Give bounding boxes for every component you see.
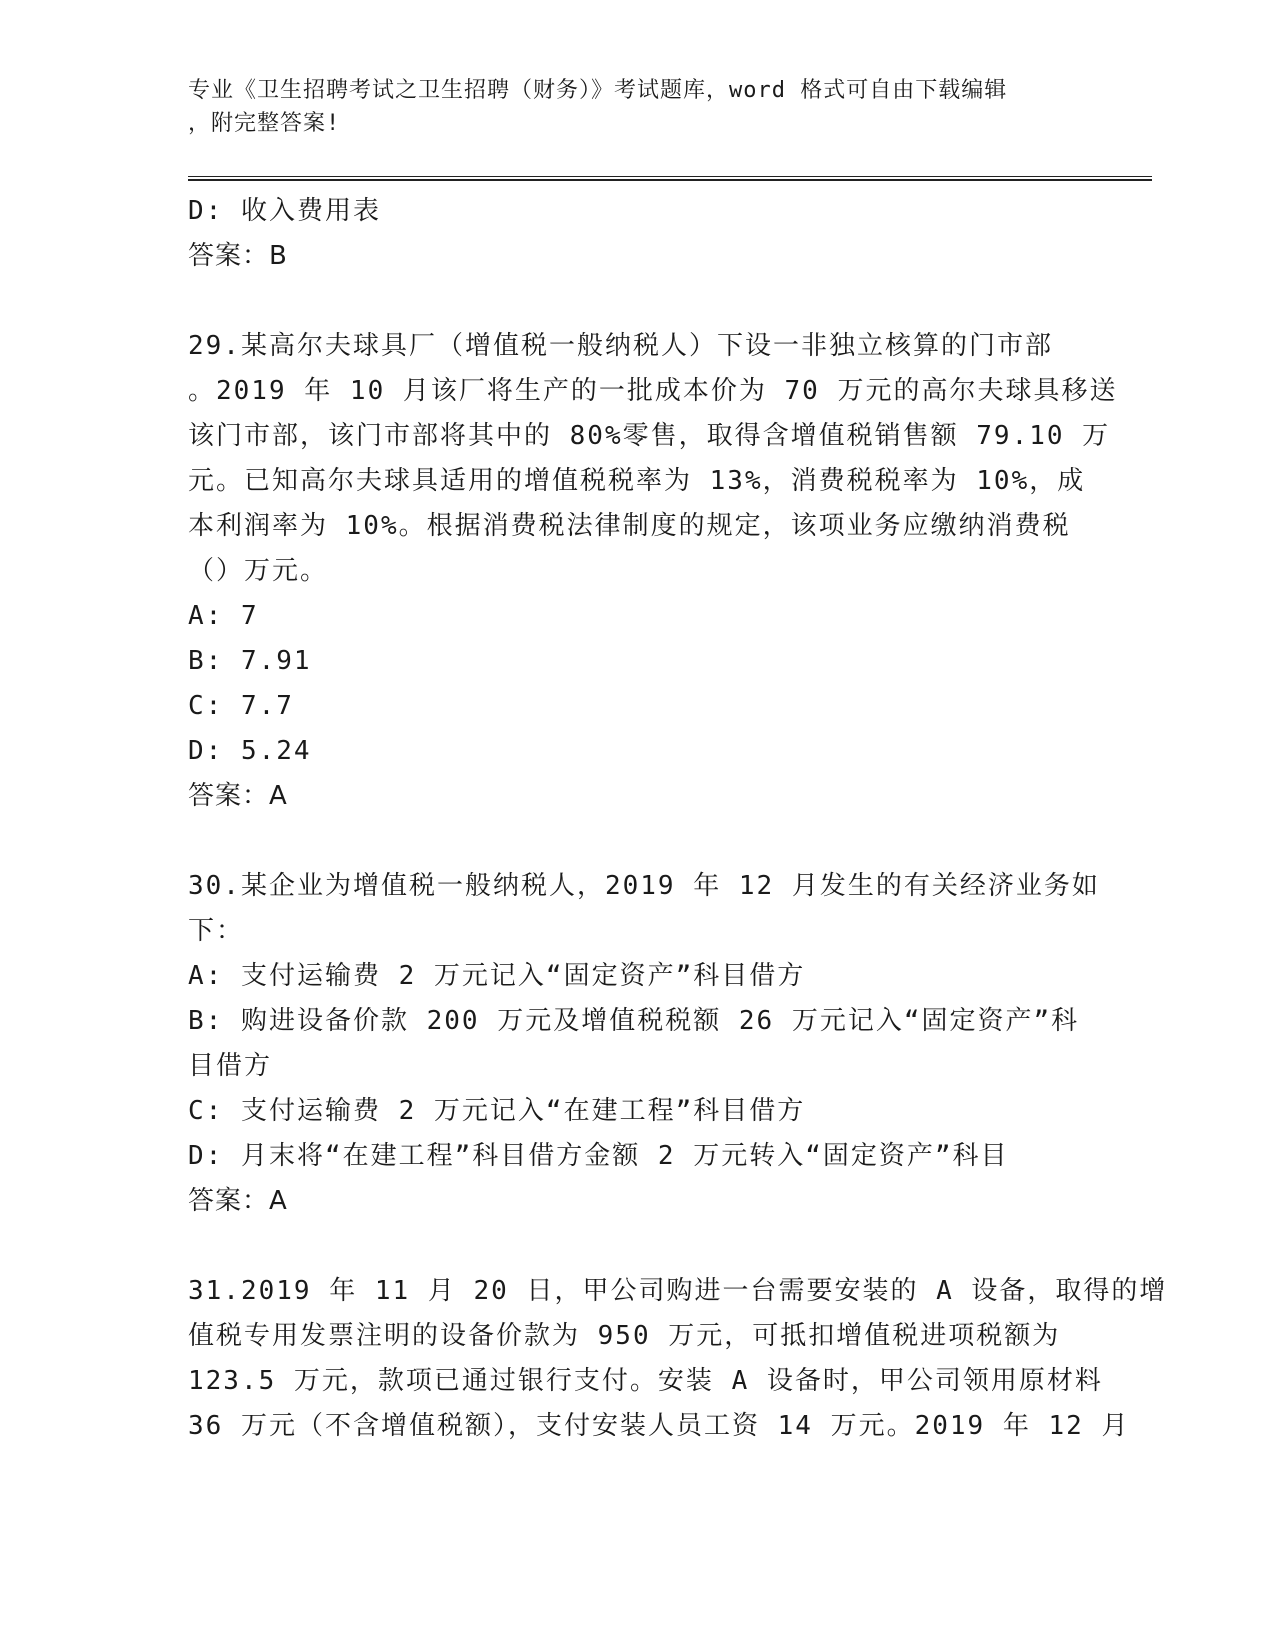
question-text-line: 该门市部，该门市部将其中的 80%零售，取得含增值税销售额 79.10 万 bbox=[188, 421, 1111, 451]
question-text-line: 29.某高尔夫球具厂（增值税一般纳税人）下设一非独立核算的门市部 bbox=[188, 331, 1053, 361]
answer: 答案：A bbox=[188, 1186, 288, 1216]
option-b-continued: 目借方 bbox=[188, 1051, 273, 1081]
spacer bbox=[188, 279, 1068, 324]
option-c: C: 支付运输费 2 万元记入“在建工程”科目借方 bbox=[188, 1096, 806, 1126]
question-text-line: 36 万元（不含增值税额），支付安装人员工资 14 万元。2019 年 12 月 bbox=[188, 1411, 1130, 1441]
question-text-line: 31.2019 年 11 月 20 日，甲公司购进一台需要安装的 A 设备，取得的增 bbox=[188, 1276, 1168, 1306]
answer: 答案：B bbox=[188, 241, 288, 271]
option-b: B: 7.91 bbox=[188, 646, 312, 676]
header-line-1: 专业《卫生招聘考试之卫生招聘（财务）》考试题库，word 格式可自由下载编辑 bbox=[188, 78, 1008, 103]
question-text-line: 元。已知高尔夫球具适用的增值税税率为 13%，消费税税率为 10%，成 bbox=[188, 466, 1086, 496]
question-text-line: 123.5 万元，款项已通过银行支付。安装 A 设备时，甲公司领用原材料 bbox=[188, 1366, 1103, 1396]
header-line-2: ，附完整答案! bbox=[188, 111, 341, 136]
question-30 bbox=[188, 864, 1100, 1224]
question-29 bbox=[188, 324, 1118, 819]
option-c: C: 7.7 bbox=[188, 691, 294, 721]
option-d: D: 5.24 bbox=[188, 736, 312, 766]
question-text-line: 下： bbox=[188, 916, 245, 946]
answer: 答案：A bbox=[188, 781, 288, 811]
question-text-line: 值税专用发票注明的设备价款为 950 万元，可抵扣增值税进项税额为 bbox=[188, 1321, 1061, 1351]
question-text-line: 30.某企业为增值税一般纳税人，2019 年 12 月发生的有关经济业务如 bbox=[188, 871, 1100, 901]
option-d: D: 收入费用表 bbox=[188, 196, 381, 226]
spacer bbox=[188, 819, 1068, 864]
document-body bbox=[188, 189, 1168, 1449]
option-d: D: 月末将“在建工程”科目借方金额 2 万元转入“固定资产”科目 bbox=[188, 1141, 1009, 1171]
question-text-line: 。2019 年 10 月该厂将生产的一批成本价为 70 万元的高尔夫球具移送 bbox=[188, 376, 1118, 406]
option-a: A: 7 bbox=[188, 601, 259, 631]
header-divider bbox=[188, 176, 1152, 181]
option-a: A: 支付运输费 2 万元记入“固定资产”科目借方 bbox=[188, 961, 806, 991]
option-b: B: 购进设备价款 200 万元及增值税税额 26 万元记入“固定资产”科 bbox=[188, 1006, 1080, 1036]
question-text-line: 本利润率为 10%。根据消费税法律制度的规定，该项业务应缴纳消费税 bbox=[188, 511, 1071, 541]
spacer bbox=[188, 1224, 1068, 1269]
question-text-line: （）万元。 bbox=[188, 556, 329, 586]
question-31 bbox=[188, 1269, 1168, 1449]
page-header bbox=[188, 74, 1088, 140]
